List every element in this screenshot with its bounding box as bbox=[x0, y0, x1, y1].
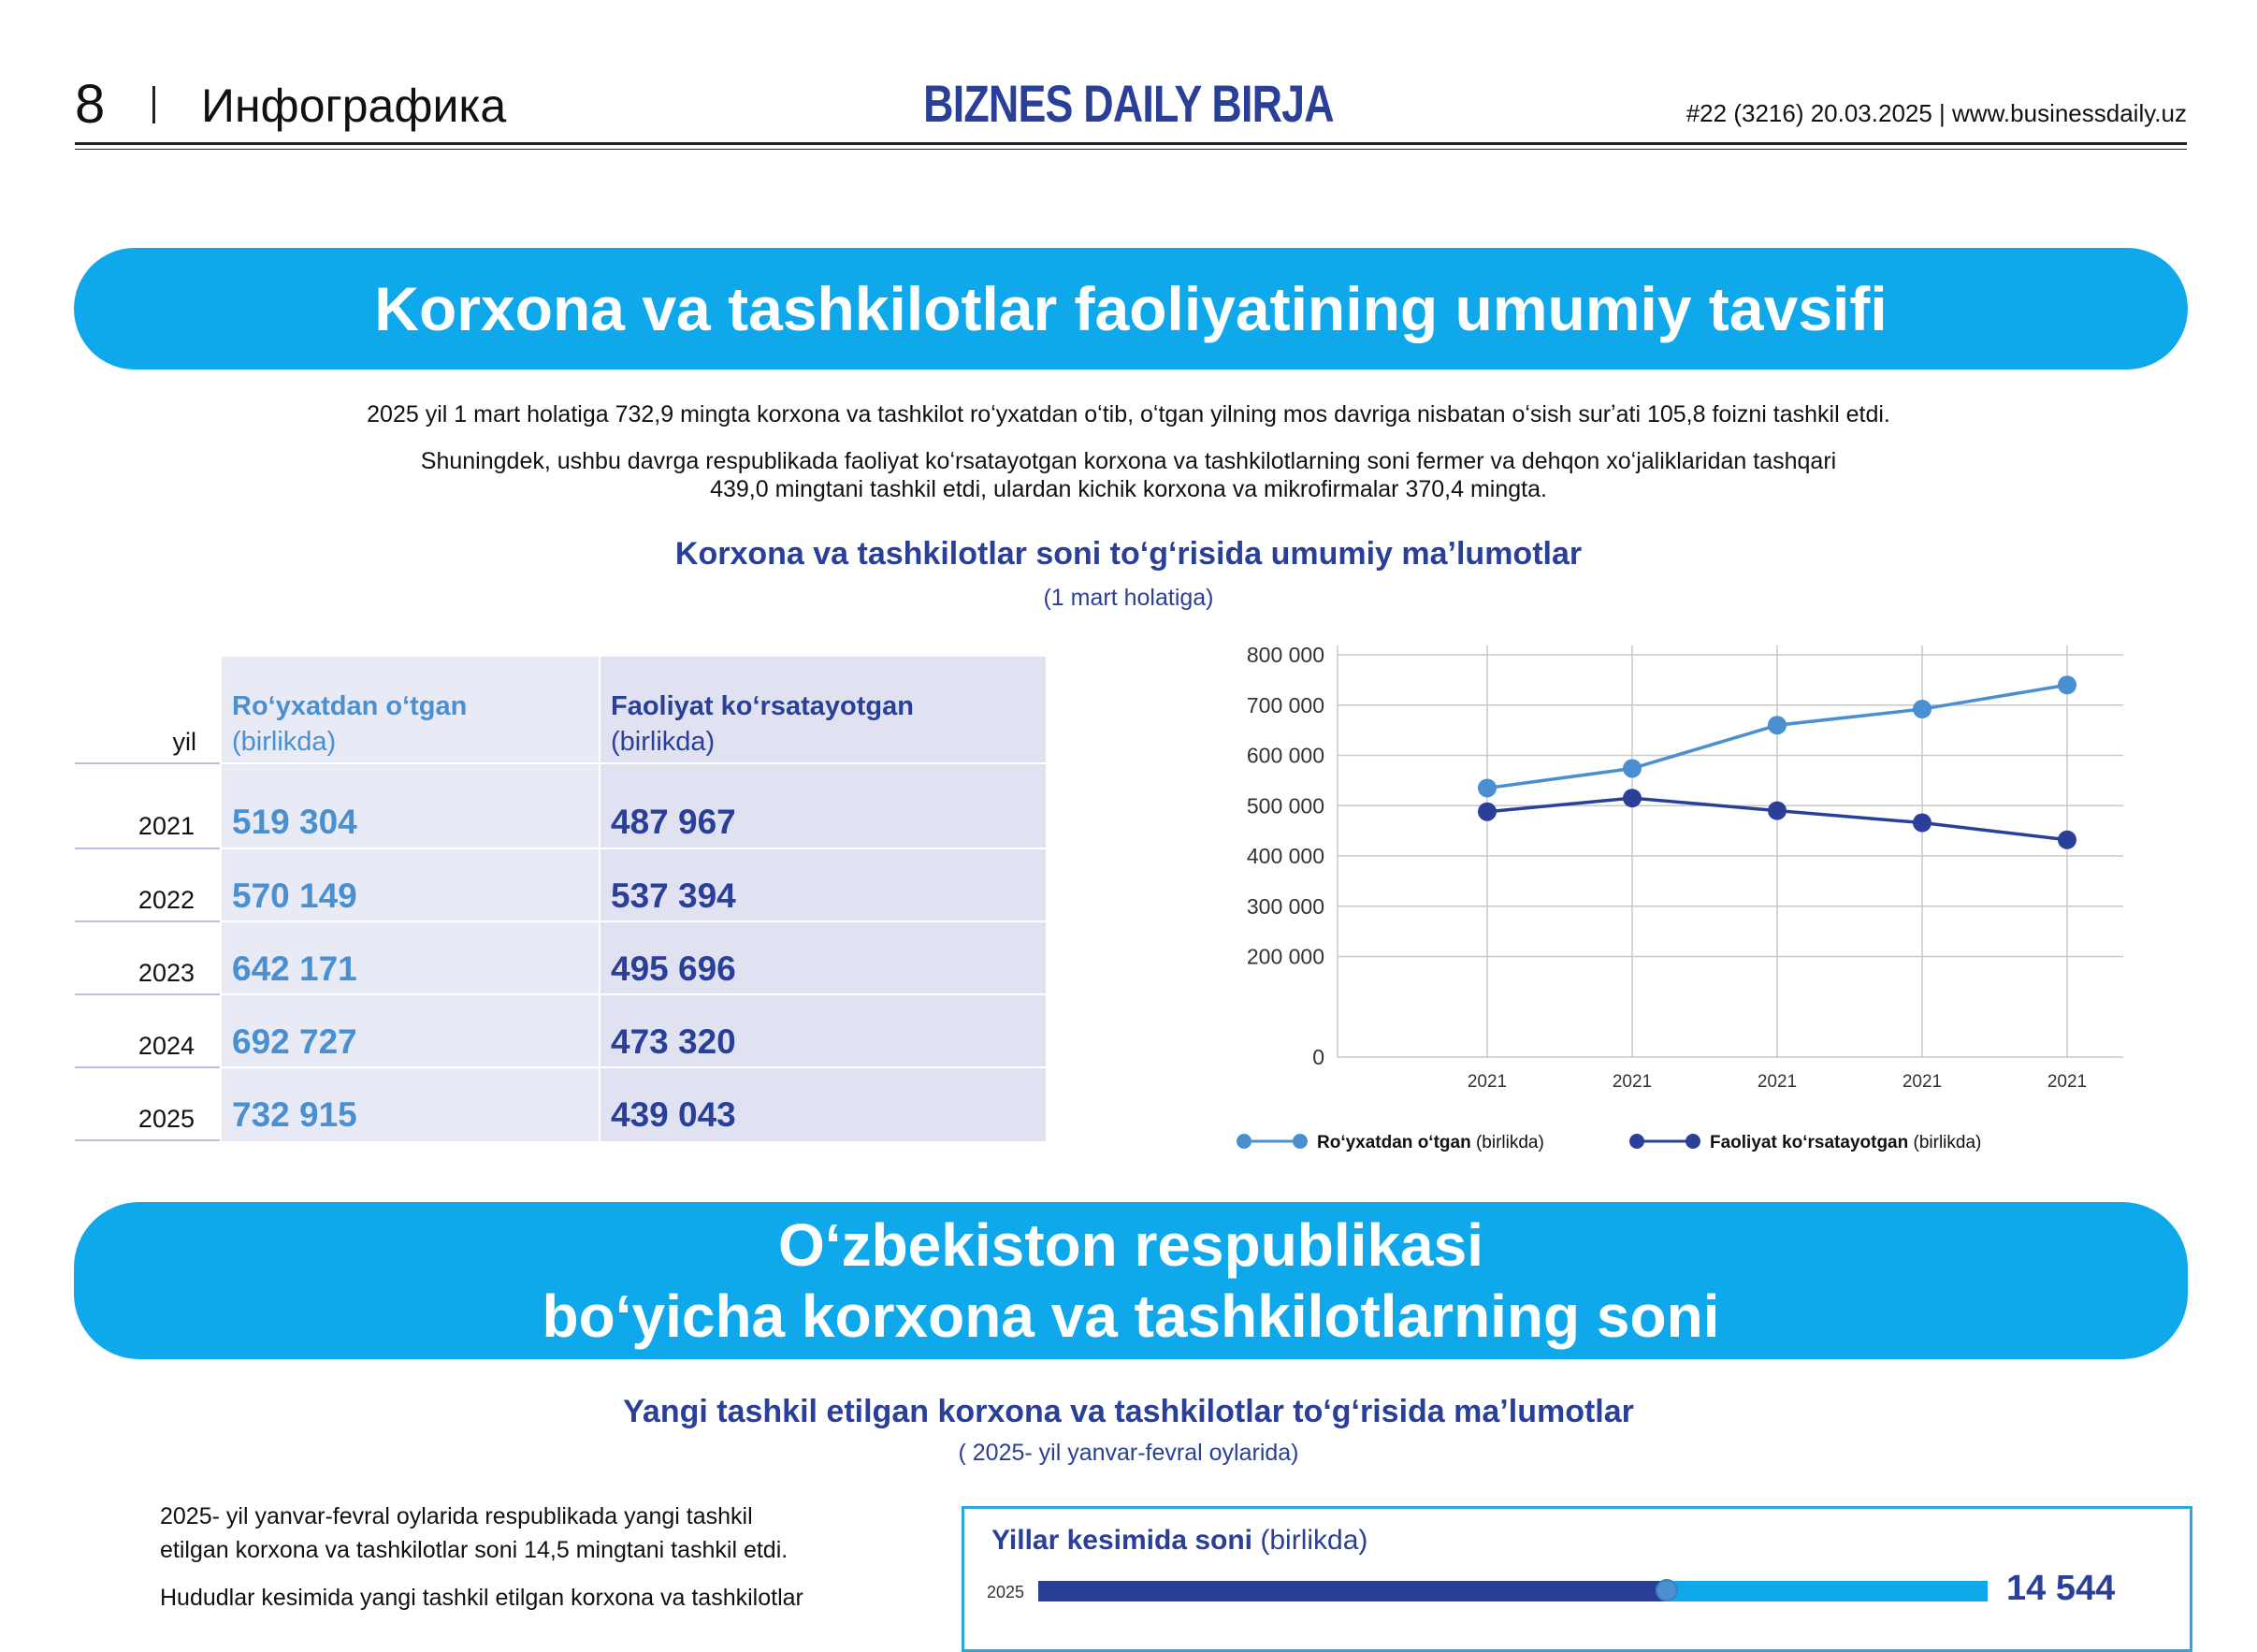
row-divider bbox=[222, 920, 1046, 922]
table-cell-active: 487 967 bbox=[611, 803, 736, 841]
header-rule-thin bbox=[75, 149, 2187, 150]
legend-swatch-dot bbox=[1237, 1134, 1251, 1149]
data-point bbox=[1623, 789, 1642, 807]
masthead-logo: BIZNES DAILY BIRJA bbox=[923, 74, 1334, 133]
page-number: 8 bbox=[75, 74, 106, 135]
row-divider bbox=[222, 762, 1046, 764]
year-header: yil bbox=[172, 728, 196, 756]
section-name: Инфографика bbox=[201, 80, 507, 132]
table-cell-registered: 732 915 bbox=[232, 1095, 357, 1134]
table-cell-active: 439 043 bbox=[611, 1095, 736, 1134]
table-row-year: 2024 bbox=[137, 1032, 195, 1060]
active-header-label: Faoliyat koʻrsatayotgan bbox=[611, 691, 914, 721]
header-rule bbox=[75, 142, 2187, 145]
table-cell-registered: 519 304 bbox=[232, 803, 357, 841]
y-tick-label: 800 000 bbox=[1246, 645, 1324, 667]
section-subtitle-2: ( 2025- yil yanvar-fevral oylarida) bbox=[958, 1440, 1299, 1466]
paragraph-line: 2025- yil yanvar-fevral oylarida respublikada yangi tashkil bbox=[160, 1503, 753, 1529]
issue-info: #22 (3216) 20.03.2025 | www.businessdaily.uz bbox=[1686, 99, 2187, 127]
data-point bbox=[1768, 802, 1787, 820]
data-point bbox=[1913, 814, 1931, 833]
x-tick-label: 2021 bbox=[1757, 1072, 1798, 1092]
y-tick-label: 700 000 bbox=[1246, 692, 1324, 717]
table-row-year: 2021 bbox=[137, 812, 195, 840]
registered-header-label: Roʻyxatdan oʻtgan bbox=[232, 691, 468, 721]
bar-marker bbox=[1656, 1579, 1678, 1601]
y-tick-label: 600 000 bbox=[1246, 743, 1324, 768]
row-divider bbox=[222, 993, 1046, 995]
row-divider bbox=[75, 762, 220, 764]
section-banner-2 bbox=[74, 1202, 2188, 1359]
years-card-title-unit: (birlikda) bbox=[1260, 1525, 1368, 1556]
table-cell-registered: 642 171 bbox=[232, 949, 357, 988]
legend-swatch-dot bbox=[1686, 1134, 1700, 1149]
intro-line-2: Shuningdek, ushbu davrga respublikada faoliyat koʻrsatayotgan korxona va tashkilotlarning soni fermer va dehqon xoʻjaliklaridan tashqari bbox=[420, 448, 1837, 474]
legend-swatch-dot bbox=[1629, 1134, 1644, 1149]
section-subtitle: (1 mart holatiga) bbox=[1043, 585, 1214, 611]
intro-line-3: 439,0 mingtani tashkil etdi, ulardan kichik korxona va mikrofirmalar 370,4 mingta. bbox=[710, 476, 1547, 502]
x-tick-label: 2021 bbox=[1902, 1072, 1943, 1092]
bar-segment-dark bbox=[1038, 1581, 1665, 1601]
row-divider bbox=[75, 993, 220, 995]
row-divider bbox=[222, 848, 1046, 849]
section-title: Korxona va tashkilotlar soni toʻgʻrisida umumiy maʼlumotlar bbox=[674, 536, 1583, 572]
active-header bbox=[611, 688, 914, 760]
data-point bbox=[1768, 716, 1787, 734]
legend-swatch-dot bbox=[1293, 1134, 1308, 1149]
y-tick-label: 500 000 bbox=[1246, 793, 1324, 819]
table-row-year: 2025 bbox=[137, 1105, 195, 1133]
row-divider bbox=[75, 848, 220, 849]
bar-segment-light bbox=[1665, 1581, 1988, 1601]
y-tick-label: 300 000 bbox=[1246, 893, 1324, 919]
x-tick-label: 2021 bbox=[1467, 1072, 1508, 1092]
years-card-title-label: Yillar kesimida soni bbox=[991, 1525, 1253, 1556]
legend-label: Faoliyat koʻrsatayotgan (birlikda) bbox=[1710, 1133, 1982, 1152]
table-cell-active: 473 320 bbox=[611, 1022, 736, 1061]
data-point bbox=[2058, 831, 2076, 849]
line-chart bbox=[1207, 645, 2142, 1169]
y-tick-label: 0 bbox=[1312, 1045, 1324, 1069]
data-point bbox=[1478, 803, 1497, 821]
intro-line-1: 2025 yil 1 mart holatiga 732,9 mingta korxona va tashkilot roʻyxatdan oʻtib, oʻtgan yilning mos davriga nisbatan oʻsish surʼati 105,8 foizni tashkil etdi. bbox=[367, 401, 1890, 427]
data-point bbox=[1623, 759, 1642, 777]
data-point bbox=[1913, 700, 1931, 718]
y-tick-label: 400 000 bbox=[1246, 844, 1324, 868]
row-divider bbox=[222, 1066, 1046, 1068]
x-tick-label: 2021 bbox=[2047, 1072, 2088, 1092]
paragraph-line: etilgan korxona va tashkilotlar soni 14,5 mingtani tashkil etdi. bbox=[160, 1537, 789, 1563]
data-point bbox=[1478, 778, 1497, 797]
table-cell-active: 537 394 bbox=[611, 877, 736, 915]
x-tick-label: 2021 bbox=[1612, 1072, 1653, 1092]
registered-header bbox=[232, 688, 467, 760]
banner-line-1: Oʻzbekiston respublikasi bbox=[778, 1211, 1483, 1279]
table-cell-registered: 570 149 bbox=[232, 877, 357, 915]
bar-value: 14 544 bbox=[2006, 1569, 2116, 1608]
table-cell-active: 495 696 bbox=[611, 949, 736, 988]
bar-year-label: 2025 bbox=[987, 1583, 1025, 1601]
y-tick-label: 200 000 bbox=[1246, 944, 1324, 969]
row-divider bbox=[75, 1066, 220, 1068]
row-divider bbox=[75, 920, 220, 922]
section-banner: Korxona va tashkilotlar faoliyatining umumiy tavsifi bbox=[74, 248, 2188, 370]
paragraph-line: Hududlar kesimida yangi tashkil etilgan korxona va tashkilotlar bbox=[160, 1585, 803, 1611]
legend-label: Roʻyxatdan oʻtgan (birlikda) bbox=[1317, 1133, 1544, 1152]
registered-header-unit: (birlikda) bbox=[232, 727, 337, 757]
active-header-unit: (birlikda) bbox=[611, 727, 716, 757]
row-divider bbox=[75, 1139, 220, 1141]
table-row-year: 2022 bbox=[137, 886, 195, 914]
banner-line-2: boʻyicha korxona va tashkilotlarning soni bbox=[542, 1282, 1720, 1350]
data-point bbox=[2058, 675, 2076, 694]
section-title-2: Yangi tashkil etilgan korxona va tashkilotlar toʻgʻrisida maʼlumotlar bbox=[623, 1394, 1634, 1429]
years-card-title bbox=[991, 1525, 1367, 1557]
table-row-year: 2023 bbox=[137, 959, 195, 987]
table-cell-registered: 692 727 bbox=[232, 1022, 357, 1061]
header-divider bbox=[152, 86, 155, 123]
